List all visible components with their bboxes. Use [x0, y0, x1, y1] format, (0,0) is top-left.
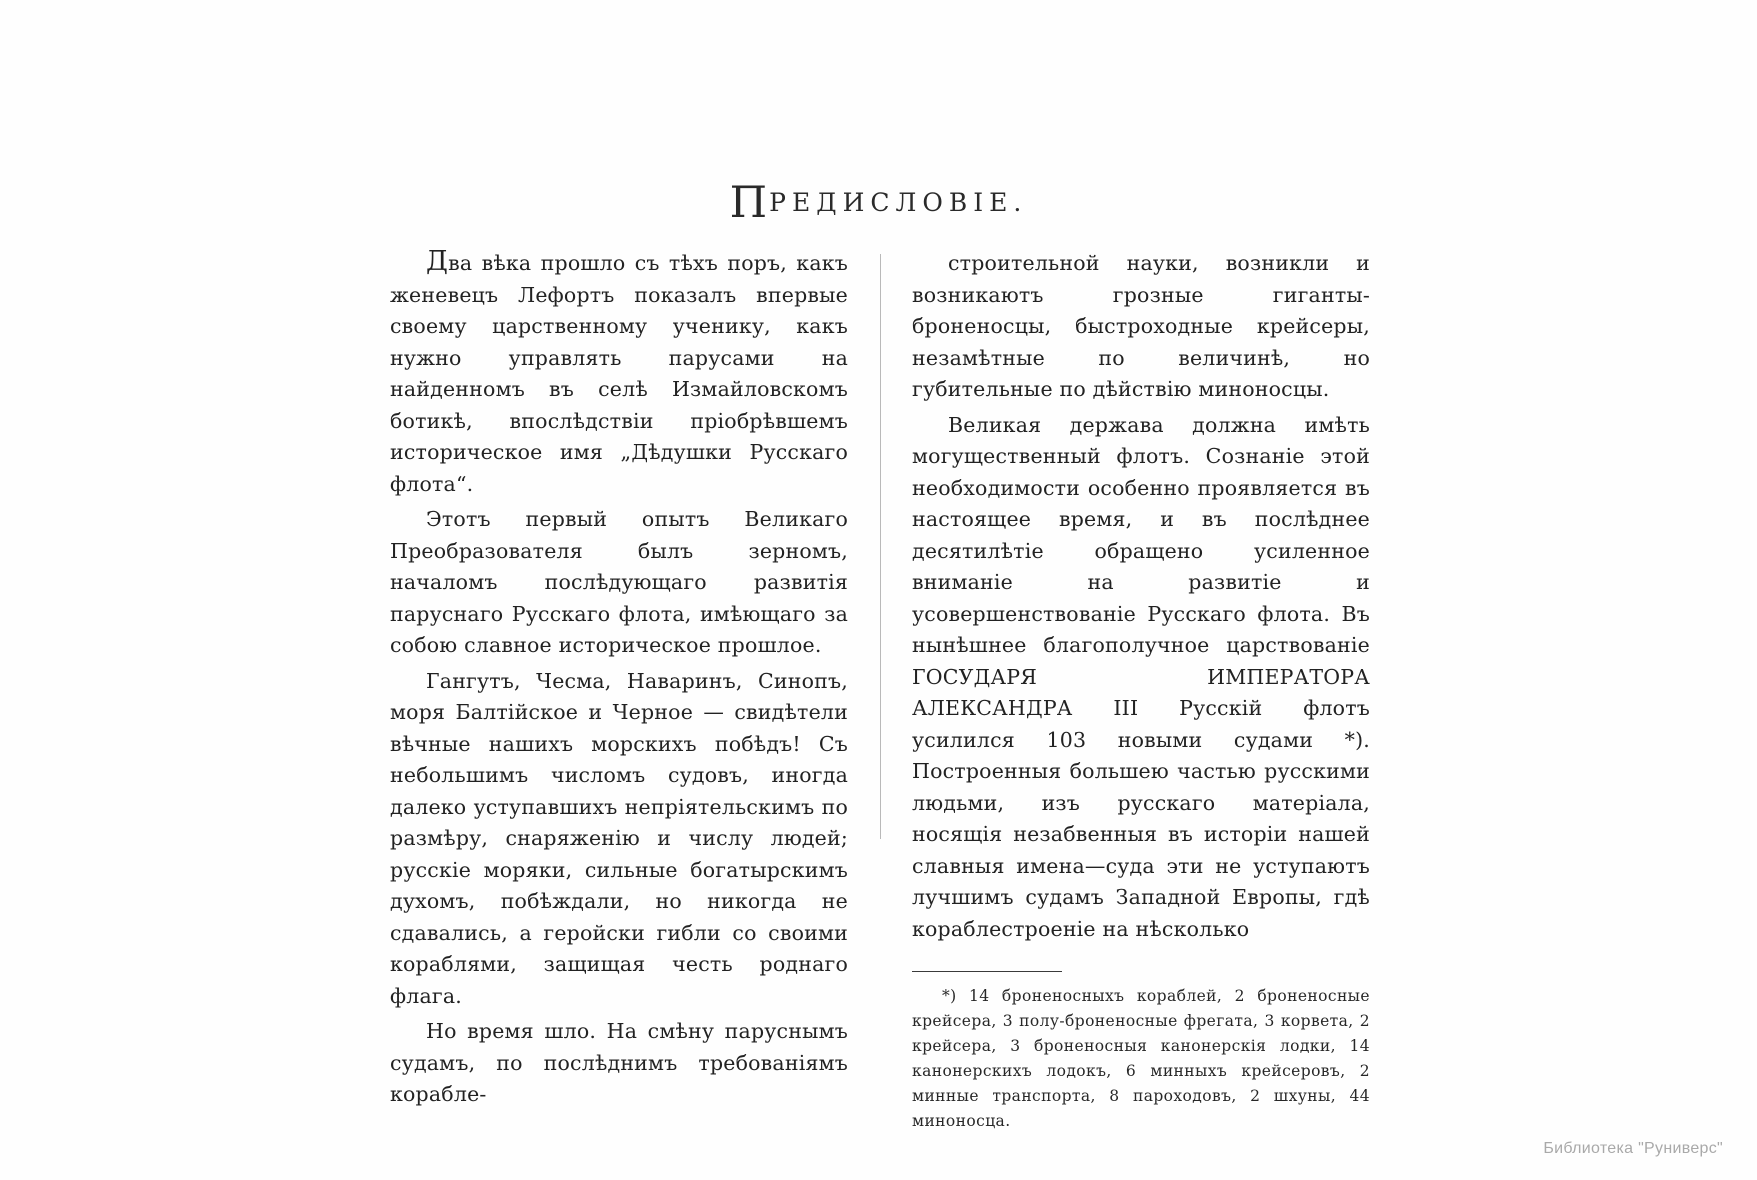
paragraph-text: Но время шло. На смѣну паруснымъ судамъ, по послѣднимъ требованіямъ корабле-	[390, 1019, 848, 1106]
page-title-dropcap: П	[729, 178, 770, 228]
footnote-divider	[912, 971, 1062, 972]
paragraph-text: ва вѣка прошло съ тѣхъ поръ, какъ женевецъ Лефортъ показалъ впервые своему царственному ученику, какъ нужно управлять парусами на найденномъ въ селѣ Измайловскомъ ботикѣ, впослѣдствіи пріобрѣвшемъ историческое имя „Дѣдушки Русскаго флота“.	[390, 251, 848, 496]
page-title-text: РЕДИСЛОВІЕ.	[769, 188, 1028, 217]
paragraph-text: Гангутъ, Чесма, Наваринъ, Синопъ, моря Балтійское и Черное — свидѣтели вѣчные нашихъ морскихъ побѣдъ! Съ небольшимъ числомъ судовъ, иногда далеко уступавшихъ непріятельскимъ по размѣру, снаряженію и числу людей; русскіе моряки, сильные богатырскимъ духомъ, побѣждали, но никогда не сдавались, а геройски гибли со своими кораблями, защищая честь роднаго флага.	[390, 668, 848, 1008]
paragraph-text: строительной науки, возникли и возникаютъ грозные гиганты-броненосцы, быстроходные крейсеры, незамѣтные по величинѣ, но губительные по дѣйствію миноносцы.	[912, 251, 1370, 401]
paragraph	[390, 1016, 848, 1111]
footnote-text: *) 14 броненосныхъ кораблей, 2 броненосные крейсера, 3 полу-броненосные фрегата, 3 корвета, 2 крейсера, 3 броненосныя канонерскія лодки, 14 канонерскихъ лодокъ, 6 минныхъ крейсеровъ, 2 минные транспорта, 8 пароходовъ, 2 шхуны, 44 миноносца.	[912, 987, 1370, 1130]
right-column	[912, 248, 1370, 1134]
page-title	[0, 178, 1757, 228]
left-column	[390, 248, 848, 1134]
paragraph	[390, 248, 848, 500]
paragraph-dropcap: Д	[426, 246, 449, 277]
text-columns	[390, 248, 1370, 1134]
paragraph	[912, 410, 1370, 946]
paragraph-text: Великая держава должна имѣть могущественный флотъ. Сознаніе этой необходимости особенно проявляется въ настоящее время, и въ послѣднее десятилѣтіе обращено усиленное вниманіе на развитіе и усовершенствованіе Русскаго флота. Въ нынѣшнее благополучное царствованіе ГОСУДАРЯ ИМПЕРАТОРА АЛЕКСАНДРА III Русскій флотъ усилился 103 новыми судами *). Постpоенныя большею частью русскими людьми, изъ русскаго матеріала, носящія незабвенныя въ исторіи нашей славныя имена—суда эти не уступаютъ лучшимъ судамъ Западной Европы, гдѣ кораблестроеніе на нѣсколько	[912, 412, 1370, 941]
paragraph-text: Этотъ первый опытъ Великаго Преобразователя былъ зерномъ, началомъ послѣдующаго развитія паруснаго Русскаго флота, имѣющаго за собою славное историческое прошлое.	[390, 507, 848, 657]
library-watermark: Библиотека "Руниверс"	[1543, 1140, 1723, 1157]
paragraph	[912, 248, 1370, 406]
paragraph	[390, 666, 848, 1013]
paragraph	[390, 504, 848, 662]
